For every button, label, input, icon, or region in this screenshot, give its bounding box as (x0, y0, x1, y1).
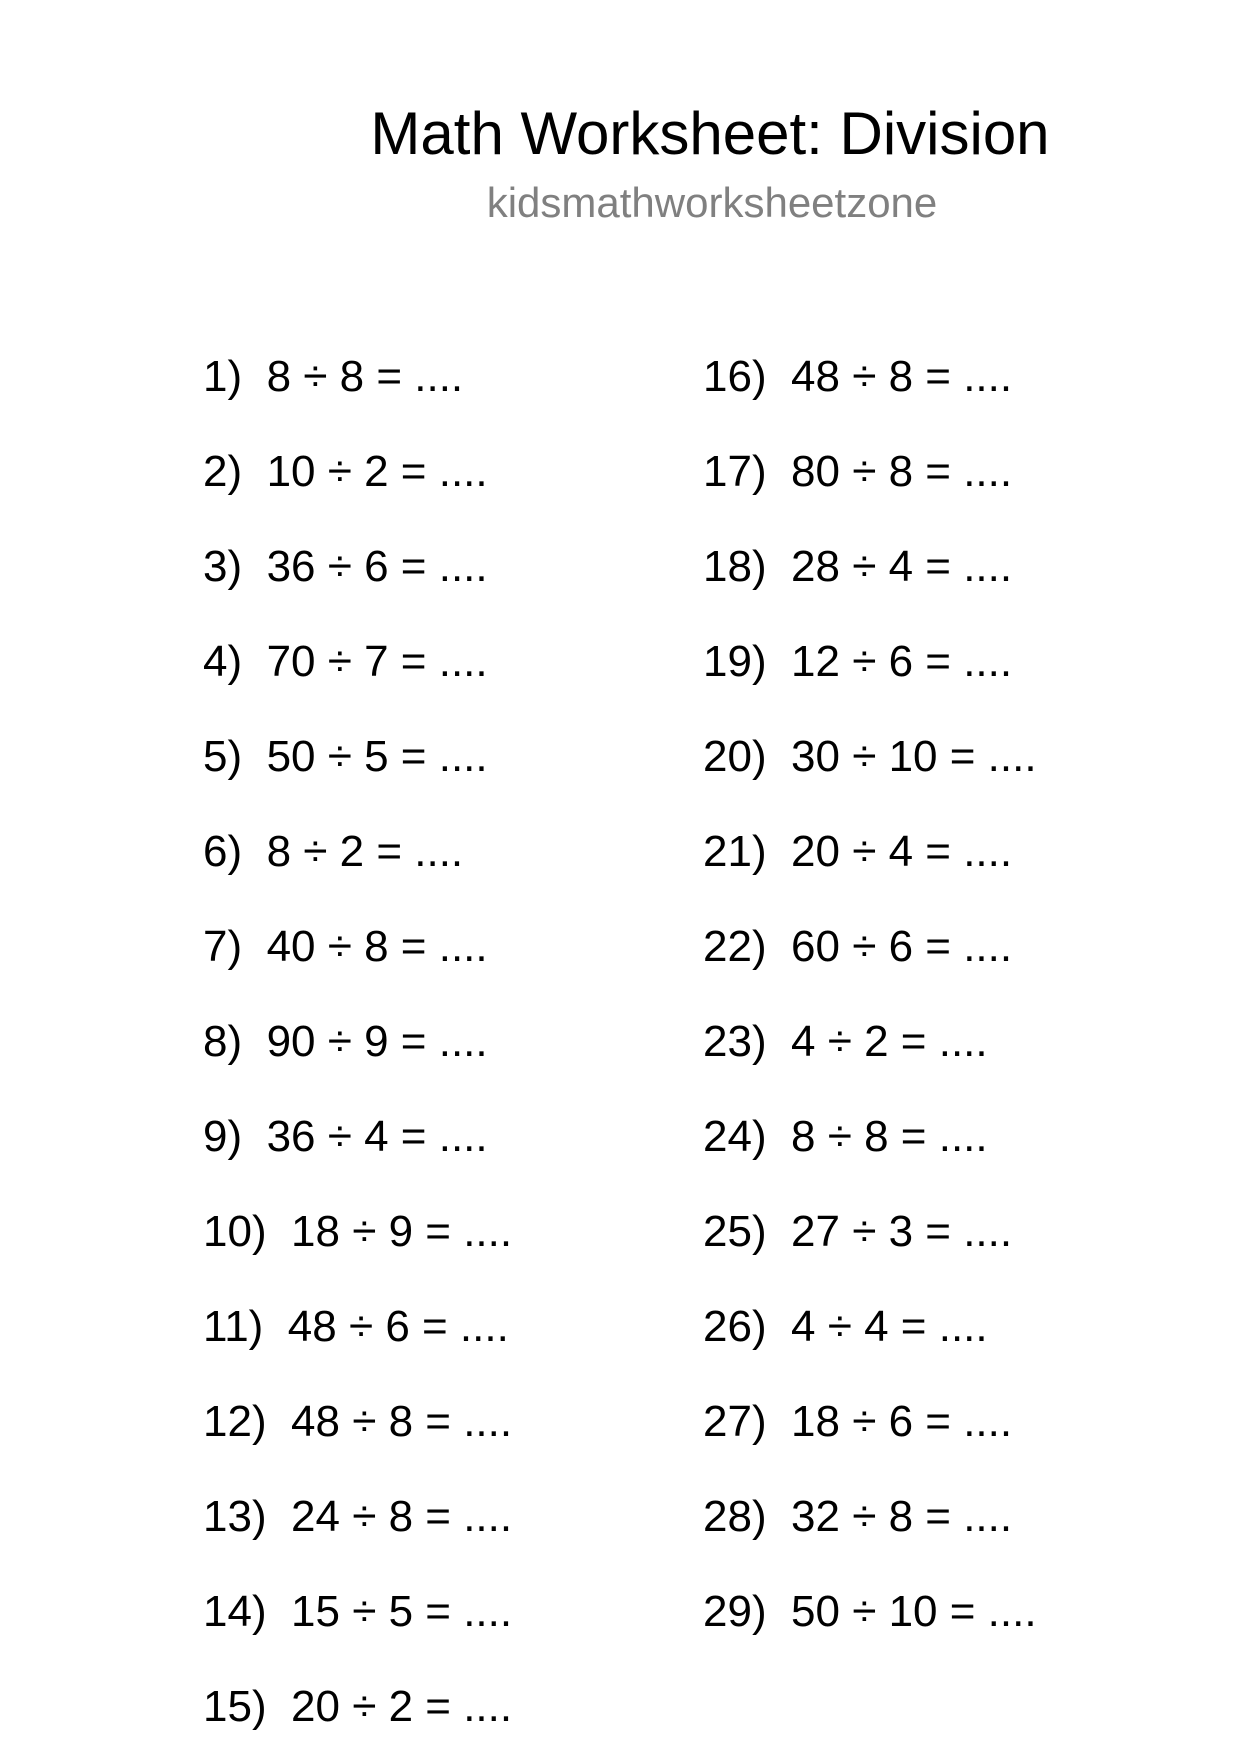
problem-item: 17) 80 ÷ 8 = .... (703, 447, 1013, 496)
problem-item: 19) 12 ÷ 6 = .... (703, 637, 1013, 686)
problem-item: 24) 8 ÷ 8 = .... (703, 1112, 988, 1161)
problem-item: 5) 50 ÷ 5 = .... (203, 732, 488, 781)
problem-item: 15) 20 ÷ 2 = .... (203, 1682, 513, 1731)
problem-item: 8) 90 ÷ 9 = .... (203, 1017, 488, 1066)
problem-item: 10) 18 ÷ 9 = .... (203, 1207, 513, 1256)
problem-item: 13) 24 ÷ 8 = .... (203, 1492, 513, 1541)
problem-item: 4) 70 ÷ 7 = .... (203, 637, 488, 686)
page-title: Math Worksheet: Division (370, 100, 1050, 167)
problem-item: 23) 4 ÷ 2 = .... (703, 1017, 988, 1066)
problem-item: 22) 60 ÷ 6 = .... (703, 922, 1013, 971)
problem-item: 26) 4 ÷ 4 = .... (703, 1302, 988, 1351)
problem-item: 9) 36 ÷ 4 = .... (203, 1112, 488, 1161)
site-name-subtitle: kidsmathworksheetzone (486, 179, 938, 226)
problem-item: 18) 28 ÷ 4 = .... (703, 542, 1013, 591)
problem-item: 27) 18 ÷ 6 = .... (703, 1397, 1013, 1446)
problem-item: 16) 48 ÷ 8 = .... (703, 352, 1013, 401)
problem-item: 29) 50 ÷ 10 = .... (703, 1587, 1037, 1636)
problem-item: 11) 48 ÷ 6 = .... (203, 1302, 509, 1351)
problem-item: 25) 27 ÷ 3 = .... (703, 1207, 1013, 1256)
problem-item: 12) 48 ÷ 8 = .... (203, 1397, 513, 1446)
problem-item: 20) 30 ÷ 10 = .... (703, 732, 1037, 781)
problem-item: 3) 36 ÷ 6 = .... (203, 542, 488, 591)
problem-item: 6) 8 ÷ 2 = .... (203, 827, 464, 876)
problem-item: 21) 20 ÷ 4 = .... (703, 827, 1013, 876)
problem-item: 1) 8 ÷ 8 = .... (203, 352, 464, 401)
problem-item: 14) 15 ÷ 5 = .... (203, 1587, 513, 1636)
problem-item: 7) 40 ÷ 8 = .... (203, 922, 488, 971)
problem-item: 2) 10 ÷ 2 = .... (203, 447, 488, 496)
problem-item: 28) 32 ÷ 8 = .... (703, 1492, 1013, 1541)
